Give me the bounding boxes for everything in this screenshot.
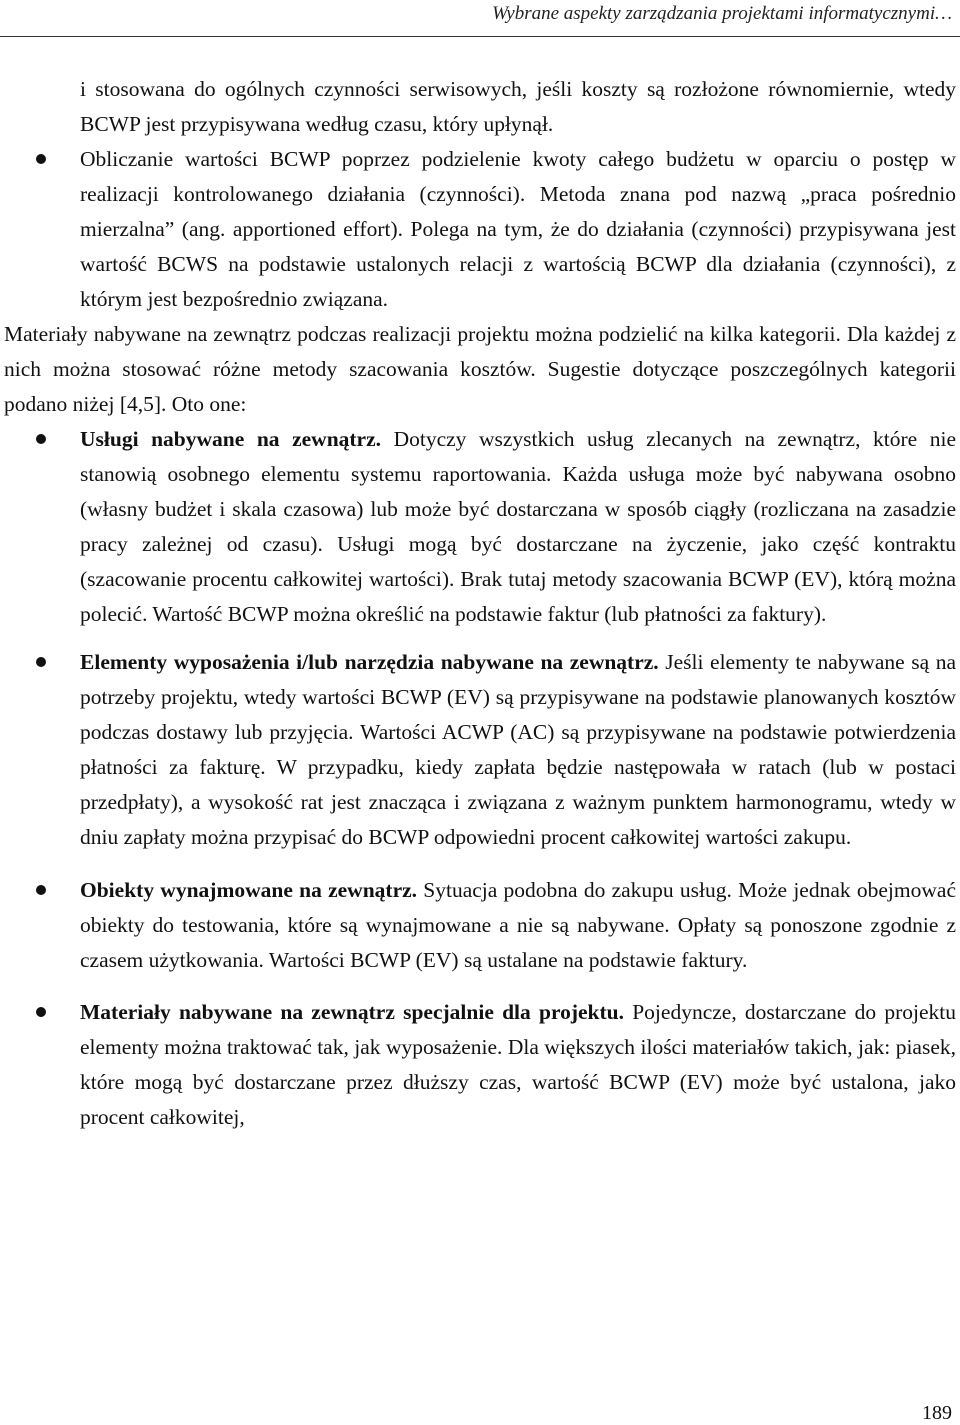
intro-paragraph: Materiały nabywane na zewnątrz podczas realizacji projektu można podzielić na kilka kategorii. Dla każdej z nich można stosować różne metody szacowania kosztów. Sugestie dotyczące poszczególnych kategorii podano niżej [4,5]. Oto one: bbox=[4, 322, 956, 416]
list-item-text: Pojedyncze, dostarczane do projektu elementy można traktować tak, jak wyposażenie. Dla większych ilości materiałów takich, jak: piasek, które mogą być dostarczane przez dłuższy czas, wartość BCWP (EV) może być ustalona, jako procent całkowitej, bbox=[80, 1000, 956, 1129]
list-item bbox=[0, 873, 960, 978]
running-header: Wybrane aspekty zarządzania projektami informatycznymi… bbox=[492, 3, 952, 24]
list-item-text: Obliczanie wartości BCWP poprzez podzielenie kwoty całego budżetu w oparciu o postęp w realizacji kontrolowanego działania (czynności). Metoda znana pod nazwą „praca pośrednio mierzalna” (ang. apportioned effort). Polega na tym, że do działania (czynności) przypisywana jest wartość BCWS na podstawie ustalonych relacji z wartością BCWP dla działania (czynności), z którym jest bezpośrednio związana. bbox=[80, 147, 956, 311]
bullet-icon bbox=[36, 873, 48, 908]
list-item-title: Usługi nabywane na zewnątrz. bbox=[80, 427, 382, 451]
list-item bbox=[0, 142, 960, 317]
header-rule bbox=[0, 36, 960, 37]
list-item bbox=[0, 995, 960, 1135]
list-item-title: Obiekty wynajmowane na zewnątrz. bbox=[80, 878, 418, 902]
continuation-paragraph: i stosowana do ogólnych czynności serwisowych, jeśli koszty są rozłożone równomiernie, wtedy BCWP jest przypisywana według czasu, który upłynął. bbox=[80, 77, 956, 136]
list-item-text: Sytuacja podobna do zakupu usług. Może jednak obejmować obiekty do testowania, które są wynajmowane a nie są nabywane. Opłaty są ponoszone zgodnie z czasem użytkowania. Wartości BCWP (EV) są ustalane na podstawie faktury. bbox=[80, 878, 956, 972]
list-item bbox=[0, 645, 960, 855]
list-item-text: Jeśli elementy te nabywane są na potrzeby projektu, wtedy wartości BCWP (EV) są przypisywane na podstawie planowanych kosztów podczas dostawy lub przyjęcia. Wartości ACWP (AC) są przypisywane na podstawie potwierdzenia płatności za fakturę. W przypadku, kiedy zapłata będzie następowała w ratach (lub w postaci przedpłaty), a wysokość rat jest znacząca i związana z ważnym punktem harmonogramu, wtedy w dniu zapłaty można przypisać do BCWP odpowiedni procent całkowitej wartości zakupu. bbox=[80, 650, 956, 849]
bullet-icon bbox=[36, 422, 48, 457]
list-item bbox=[0, 422, 960, 632]
page-body bbox=[0, 72, 960, 1135]
list-item-text: Dotyczy wszystkich usług zlecanych na zewnątrz, które nie stanowią osobnego elementu systemu raportowania. Każda usługa może być nabywana osobno (własny budżet i skala czasowa) lub może być dostarczana w sposób ciągły (rozliczana na zasadzie pracy zależnej od czasu). Usługi mogą być dostarczane na życzenie, jako część kontraktu (szacowanie procentu całkowitej wartości). Brak tutaj metody szacowania BCWP (EV), którą można polecić. Wartość BCWP można określić na podstawie faktur (lub płatności za faktury). bbox=[80, 427, 956, 626]
list-item-title: Elementy wyposażenia i/lub narzędzia nabywane na zewnątrz. bbox=[80, 650, 659, 674]
list-item-title: Materiały nabywane na zewnątrz specjalnie dla projektu. bbox=[80, 1000, 624, 1024]
bullet-icon bbox=[36, 142, 48, 177]
page-number: 189 bbox=[922, 1402, 952, 1424]
bullet-icon bbox=[36, 645, 48, 680]
bullet-icon bbox=[36, 995, 48, 1030]
